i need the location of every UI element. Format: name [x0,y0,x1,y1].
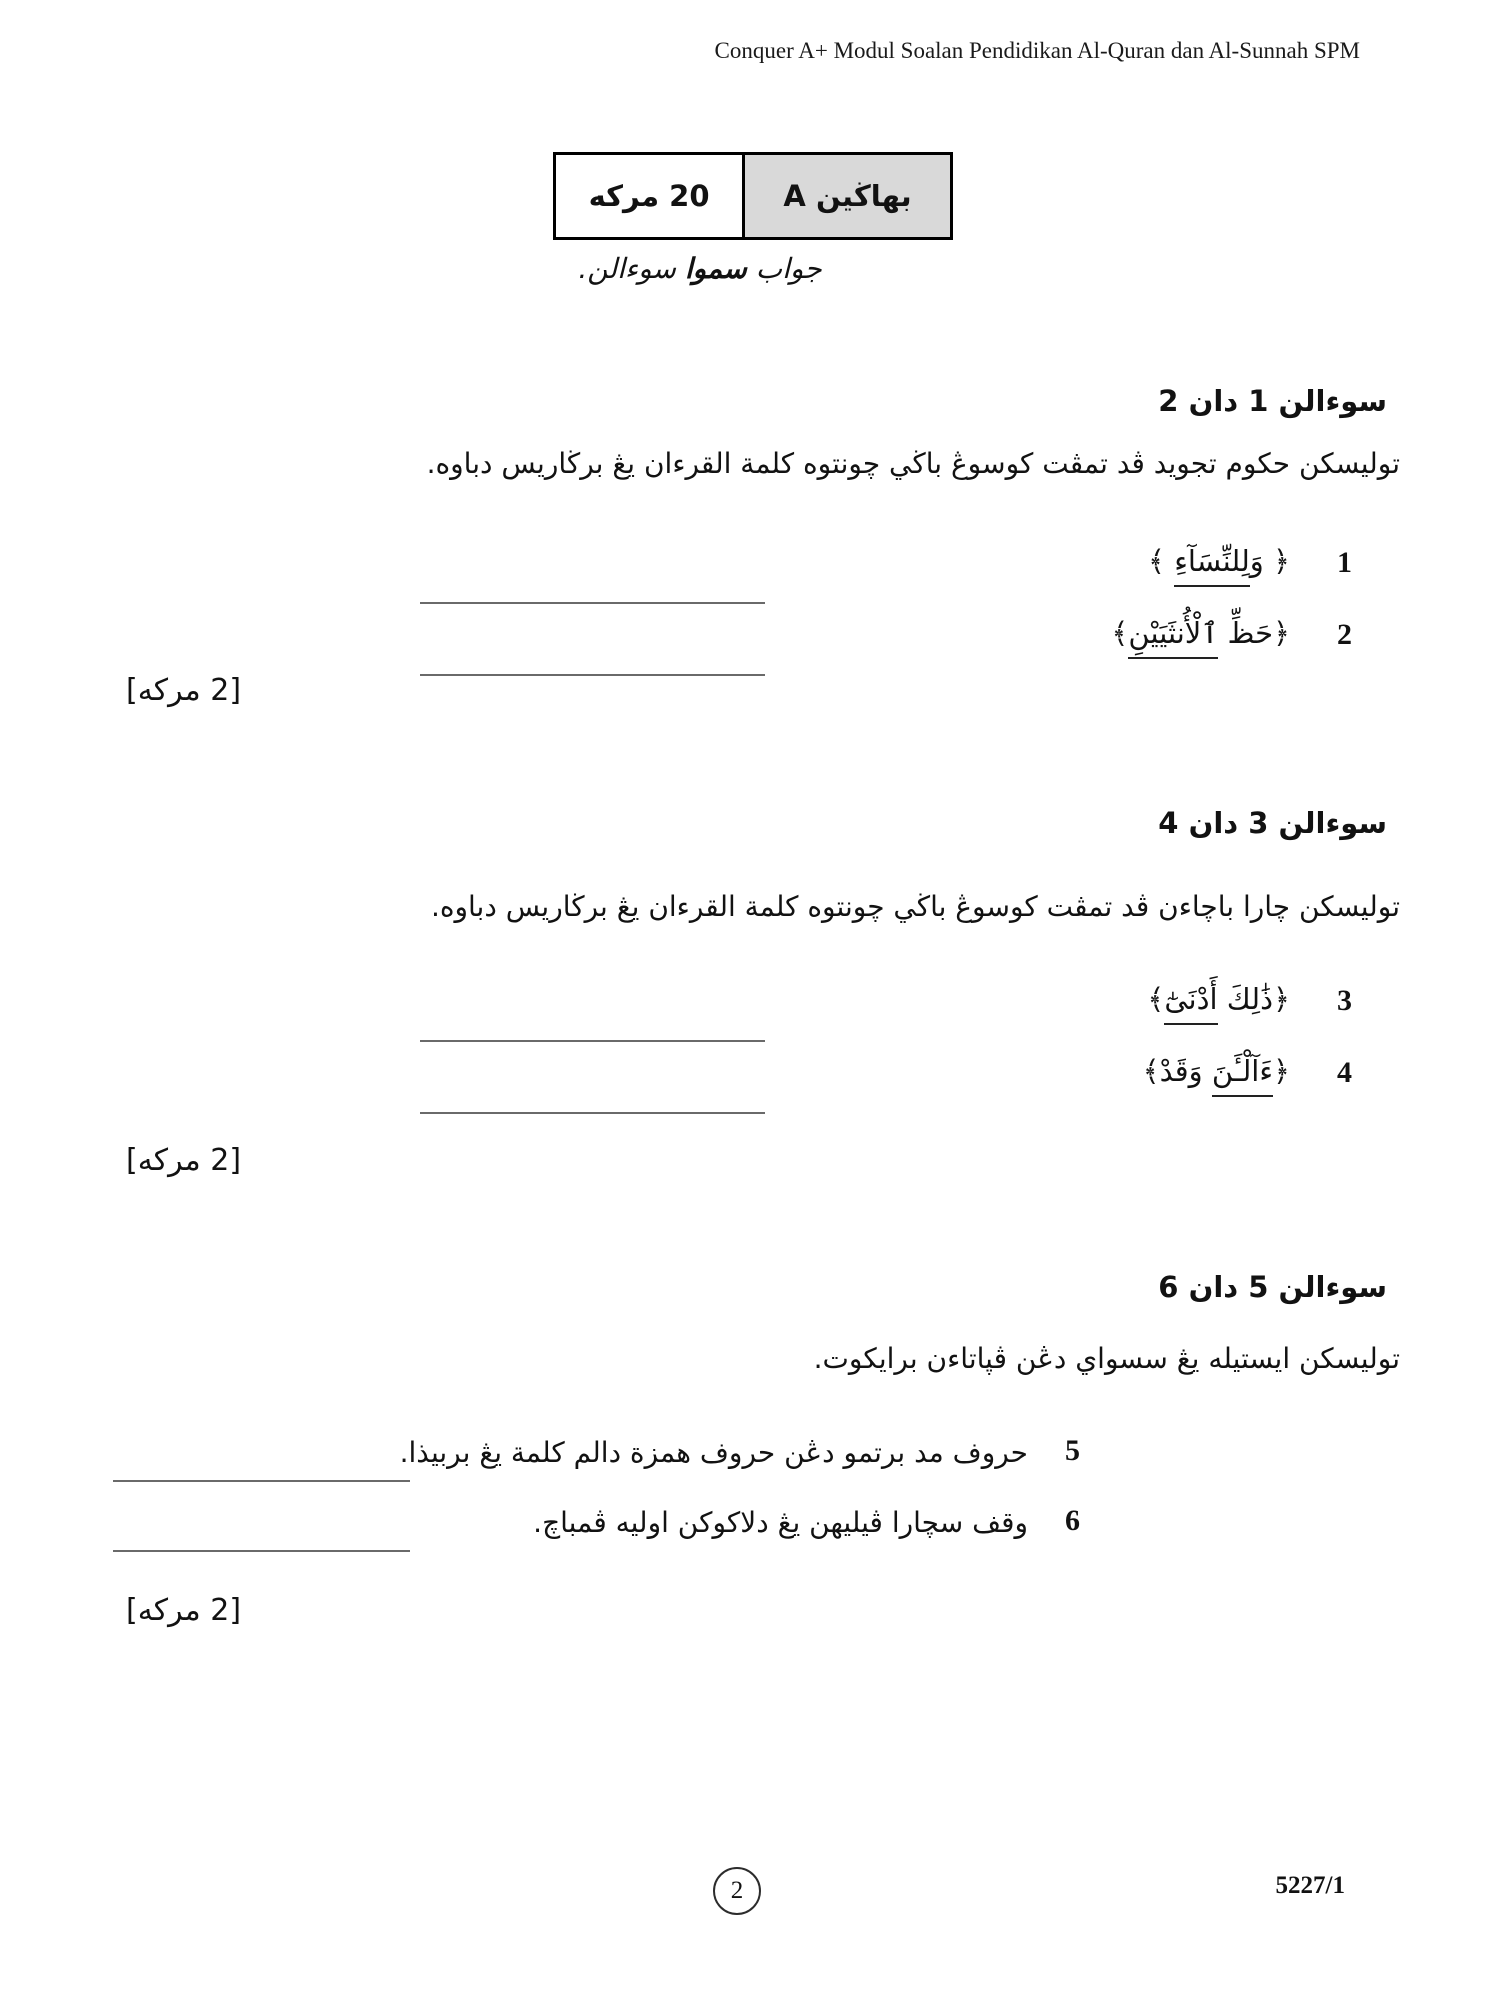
page-number-circle [713,1867,761,1915]
marks-label: 20 مركه [588,179,710,213]
statement-text: وقف سچارا ڤيليهن يڠ دلاكوكن اوليه ڤمباچ. [533,1506,1028,1539]
question-item-3 [130,978,1352,1050]
instruction-suffix: سوءالن. [578,252,685,285]
quote-post: ﴾ [1148,544,1175,578]
section-2-intro: توليسكن چارا باچاءن ڤد تمڤت كوسوڠ باڬي چونتوه كلمة القرءان يڠ برڬاريس دباوه. [430,890,1400,923]
part-marks-box [553,152,953,240]
question-number: 4 [1337,1056,1352,1089]
page-number: 2 [730,1877,744,1904]
answer-blank-line [113,1550,410,1552]
answer-blank-line [420,674,765,676]
answer-blank-line [420,1112,765,1114]
question-number: 3 [1337,984,1352,1017]
quote-pre: ﴿ [1273,1054,1290,1088]
quran-quote [1143,1054,1290,1088]
question-item-5 [113,1428,1080,1488]
instruction-emphasis: سموا [684,252,747,285]
quote-underlined-part: لِلنِّسَآءِ [1174,544,1250,587]
question-number: 2 [1337,618,1352,651]
part-cell [745,155,950,237]
answer-blank-line [420,1040,765,1042]
quote-post: ﴾ [1147,982,1165,1016]
question-item-2 [130,612,1352,684]
section-3-intro: توليسكن ايستيله يڠ سسواي دڠن ڤڽاتاءن برايكوت. [813,1342,1400,1375]
quote-underlined-part: ءَآلْـَٔنَ [1212,1054,1273,1097]
marks-allocation-1: [2 مركه] [126,673,242,708]
question-number: 5 [1065,1434,1080,1467]
quote-pre: ﴿ذَٰلِكَ [1217,982,1290,1016]
quran-quote [1111,616,1290,650]
question-number: 6 [1065,1504,1080,1537]
running-header: Conquer A+ Modul Soalan Pendidikan Al-Quran dan Al-Sunnah SPM [714,38,1360,63]
general-instruction [480,252,920,285]
quote-underlined-part: أَدْنَىٰٓ [1164,982,1217,1025]
paper-code: 5227/1 [1275,1872,1345,1899]
marks-allocation-2: [2 مركه] [126,1143,242,1178]
instruction-prefix: جواب [746,252,822,285]
marks-cell [556,155,745,237]
section-3-heading: سوءالن 5 دان 6 [1158,1270,1387,1304]
marks-allocation-3: [2 مركه] [126,1593,242,1628]
quran-quote [1147,982,1290,1016]
quote-pre: ﴿حَظِّ [1218,616,1290,650]
quote-post: وَقَدْ﴾ [1142,1054,1212,1088]
quote-pre: ﴿ وَ [1249,544,1290,578]
section-2-heading: سوءالن 3 دان 4 [1158,806,1387,840]
part-label: بهاڬين A [783,179,912,213]
question-item-1 [130,540,1352,612]
quran-quote [1148,544,1290,578]
quote-underlined-part: ٱلْأُنثَيَيْنِ [1128,616,1218,659]
section-1-heading: سوءالن 1 دان 2 [1158,384,1387,418]
statement-text: حروف مد برتمو دڠن حروف همزة دالم كلمة يڠ بربيذا. [399,1436,1028,1469]
question-item-6 [113,1498,1080,1558]
answer-blank-line [420,602,765,604]
answer-blank-line [113,1480,410,1482]
question-item-4 [130,1050,1352,1122]
section-1-intro: توليسكن حكوم تجويد ڤد تمڤت كوسوڠ باڬي چونتوه كلمة القرءان يڠ برڬاريس دباوه. [426,447,1400,480]
question-number: 1 [1337,546,1352,579]
quote-post: ﴾ [1111,616,1129,650]
